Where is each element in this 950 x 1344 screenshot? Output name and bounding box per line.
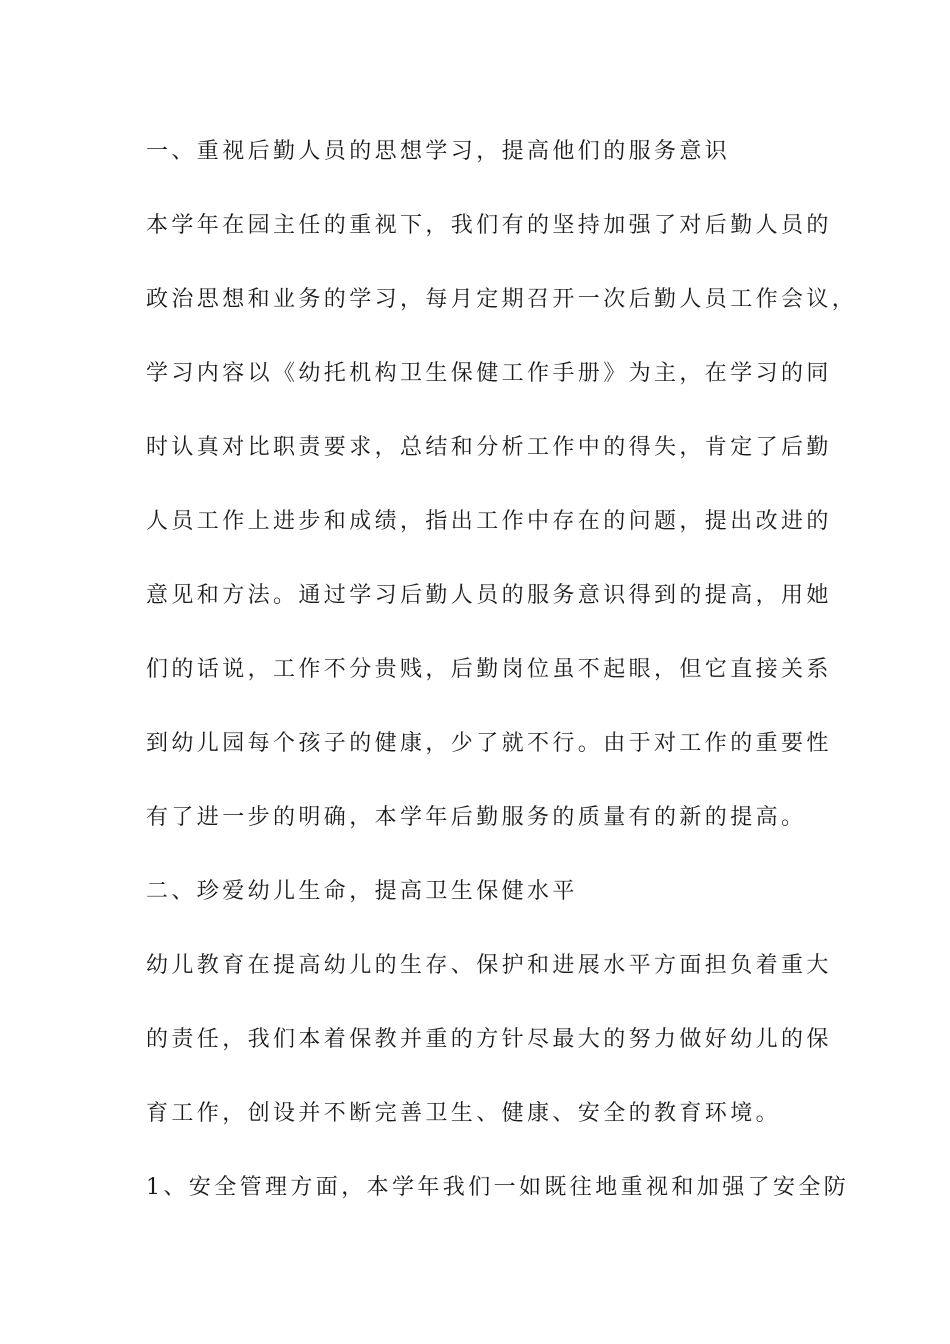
paragraph-line: 的责任，我们本着保教并重的方针尽最大的努力做好幼儿的保 [146,1027,832,1052]
heading-section-2: 二、珍爱幼儿生命，提高卫生保健水平 [146,879,578,904]
paragraph-line: 本学年在园主任的重视下，我们有的坚持加强了对后勤人员的 [146,213,832,238]
paragraph-line: 幼儿教育在提高幼儿的生存、保护和进展水平方面担负着重大 [146,953,832,978]
paragraph-line: 们的话说，工作不分贵贱，后勤岗位虽不起眼，但它直接关系 [146,657,832,682]
paragraph-line: 人员工作上进步和成绩，指出工作中存在的问题，提出改进的 [146,509,832,534]
paragraph-line: 到幼儿园每个孩子的健康，少了就不行。由于对工作的重要性 [146,731,832,756]
paragraph-line: 学习内容以《幼托机构卫生保健工作手册》为主，在学习的同 [146,361,832,386]
paragraph-line: 意见和方法。通过学习后勤人员的服务意识得到的提高，用她 [146,583,832,608]
paragraph-line: 有了进一步的明确，本学年后勤服务的质量有的新的提高。 [146,805,807,830]
heading-section-1: 一、重视后勤人员的思想学习，提高他们的服务意识 [146,139,731,164]
paragraph-line: 时认真对比职责要求，总结和分析工作中的得失，肯定了后勤 [146,435,832,460]
list-item-line: 1、安全管理方面，本学年我们一如既往地重视和加强了安全防 [146,1175,850,1200]
paragraph-line: 政治思想和业务的学习，每月定期召开一次后勤人员工作会议， [146,287,858,312]
paragraph-line: 育工作，创设并不断完善卫生、健康、安全的教育环境。 [146,1101,782,1126]
